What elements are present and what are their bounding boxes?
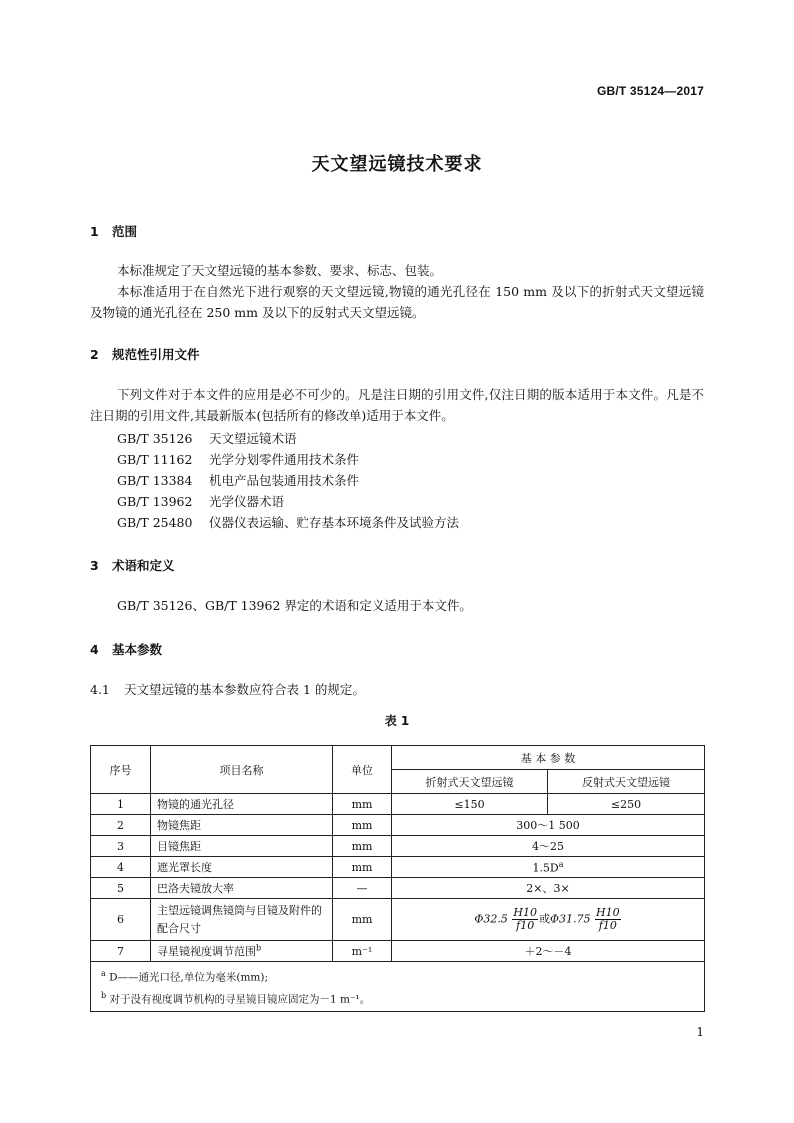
table-row: [91, 857, 705, 878]
reference-code: GB/T 11162: [117, 452, 193, 467]
table-row: [91, 899, 705, 941]
cell-value: 2×、3×: [392, 878, 705, 899]
footnote-mark: a: [101, 969, 106, 978]
cell-unit: mm: [333, 899, 392, 941]
section-1-heading: [90, 222, 137, 240]
reference-item: [117, 428, 297, 449]
footnote-mark: b: [101, 990, 107, 1000]
section-3-heading: [90, 556, 175, 574]
cell-unit: —: [333, 878, 392, 899]
table-row: [91, 878, 705, 899]
paragraph: 下列文件对于本文件的应用是必不可少的。凡是注日期的引用文件,仅注日期的版本适用于本文件。凡是不注日期的引用文件,其最新版本(包括所有的修改单)适用于本文件。: [90, 387, 704, 423]
note-text: 对于没有视度调节机构的寻星镜目镜应固定为－1 m⁻¹。: [109, 993, 371, 1005]
cell-item: 物镜焦距: [151, 815, 333, 836]
cell-item: 巴洛夫镜放大率: [151, 878, 333, 899]
cell-no: 6: [91, 899, 151, 941]
cell-value: 4～25: [392, 836, 705, 857]
cell-no: 5: [91, 878, 151, 899]
section-title: 基本参数: [112, 642, 163, 657]
table-row: [91, 941, 705, 962]
cell-refractor: ≤150: [392, 794, 548, 815]
cell-reflector: ≤250: [548, 794, 705, 815]
fraction-bottom: f10: [516, 919, 535, 932]
table-row: [91, 815, 705, 836]
cell-no: 2: [91, 815, 151, 836]
header-unit: 单位: [333, 746, 392, 794]
cell-value: 300～1 500: [392, 815, 705, 836]
standard-code: GB/T 35124—2017: [596, 84, 704, 98]
section-title: 术语和定义: [112, 558, 175, 573]
cell-value: ＋2～－4: [392, 941, 705, 962]
reference-name: 天文望远镜术语: [209, 431, 297, 446]
header-no: 序号: [91, 746, 151, 794]
cell-no: 4: [91, 857, 151, 878]
fraction: [595, 907, 621, 932]
value-or: 或: [539, 912, 550, 926]
subsection-4-1: [90, 680, 365, 698]
reference-item: [117, 512, 459, 533]
cell-no: 3: [91, 836, 151, 857]
table-notes: [91, 962, 705, 1012]
fraction-bottom: f10: [598, 919, 617, 932]
reference-name: 机电产品包装通用技术条件: [209, 473, 360, 488]
section-number: 3: [90, 558, 99, 573]
fraction-top: H10: [596, 906, 620, 919]
reference-name: 仪器仪表运输、贮存基本环境条件及试验方法: [209, 515, 460, 530]
reference-name: 光学分划零件通用技术条件: [209, 452, 360, 467]
section-4-heading: [90, 640, 162, 658]
value-a: Φ32.5: [474, 912, 508, 926]
cell-item: 遮光罩长度: [151, 857, 333, 878]
note-a: [101, 965, 694, 987]
paragraph: GB/T 35126、GB/T 13962 界定的术语和定义适用于本文件。: [117, 598, 472, 613]
reference-code: GB/T 13384: [117, 473, 193, 488]
section-number: 1: [90, 224, 99, 239]
table-row: [91, 794, 705, 815]
reference-item: [117, 491, 284, 512]
section-title: 范围: [112, 224, 138, 239]
cell-unit: mm: [333, 794, 392, 815]
cell-item: 物镜的通光孔径: [151, 794, 333, 815]
table-row: [91, 836, 705, 857]
footnote-mark: a: [558, 859, 564, 869]
cell-unit: mm: [333, 836, 392, 857]
fraction-top: H10: [513, 906, 537, 919]
value-b: Φ31.75: [550, 912, 591, 926]
section-title: 规范性引用文件: [112, 347, 200, 362]
cell-unit: mm: [333, 815, 392, 836]
paragraph: 本标准适用于在自然光下进行观察的天文望远镜,物镜的通光孔径在 150 mm 及以下的折射式天文望远镜及物镜的通光孔径在 250 mm 及以下的反射式天文望远镜。: [90, 284, 704, 320]
reference-item: [117, 470, 359, 491]
reference-name: 光学仪器术语: [209, 494, 285, 509]
cell-unit: mm: [333, 857, 392, 878]
header-basic-params: 基 本 参 数: [392, 746, 705, 770]
page-number: 1: [696, 1025, 704, 1039]
item-text: 寻星镜视度调节范围: [157, 945, 256, 958]
section-2-heading: [90, 345, 200, 363]
cell-value: [392, 857, 705, 878]
header-item: 项目名称: [151, 746, 333, 794]
cell-no: 1: [91, 794, 151, 815]
header-reflector: 反射式天文望远镜: [548, 770, 705, 794]
reference-item: [117, 449, 359, 470]
cell-item: 主望远镜调焦镜筒与目镜及附件的配合尺寸: [151, 899, 333, 941]
section-number: 2: [90, 347, 99, 362]
footnote-mark: b: [256, 943, 262, 953]
document-title: 天文望远镜技术要求: [311, 154, 483, 175]
cell-no: 7: [91, 941, 151, 962]
reference-code: GB/T 25480: [117, 515, 193, 530]
cell-unit: m⁻¹: [333, 941, 392, 962]
notes-cell: [91, 962, 705, 1012]
subsection-text: 天文望远镜的基本参数应符合表 1 的规定。: [124, 682, 365, 697]
subsection-number: 4.1: [90, 682, 110, 697]
parameters-table: [90, 745, 705, 1012]
reference-code: GB/T 35126: [117, 431, 193, 446]
fraction: [512, 907, 538, 932]
note-b: [101, 987, 694, 1009]
note-text: D——通光口径,单位为毫米(mm);: [109, 971, 269, 984]
cell-value: [392, 899, 705, 941]
value-text: 1.5D: [532, 861, 559, 875]
reference-code: GB/T 13962: [117, 494, 193, 509]
header-refractor: 折射式天文望远镜: [392, 770, 548, 794]
paragraph: 本标准规定了天文望远镜的基本参数、要求、标志、包装。: [117, 263, 443, 278]
cell-item: 目镜焦距: [151, 836, 333, 857]
table-caption: 表 1: [384, 714, 410, 728]
section-number: 4: [90, 642, 99, 657]
cell-item: [151, 941, 333, 962]
